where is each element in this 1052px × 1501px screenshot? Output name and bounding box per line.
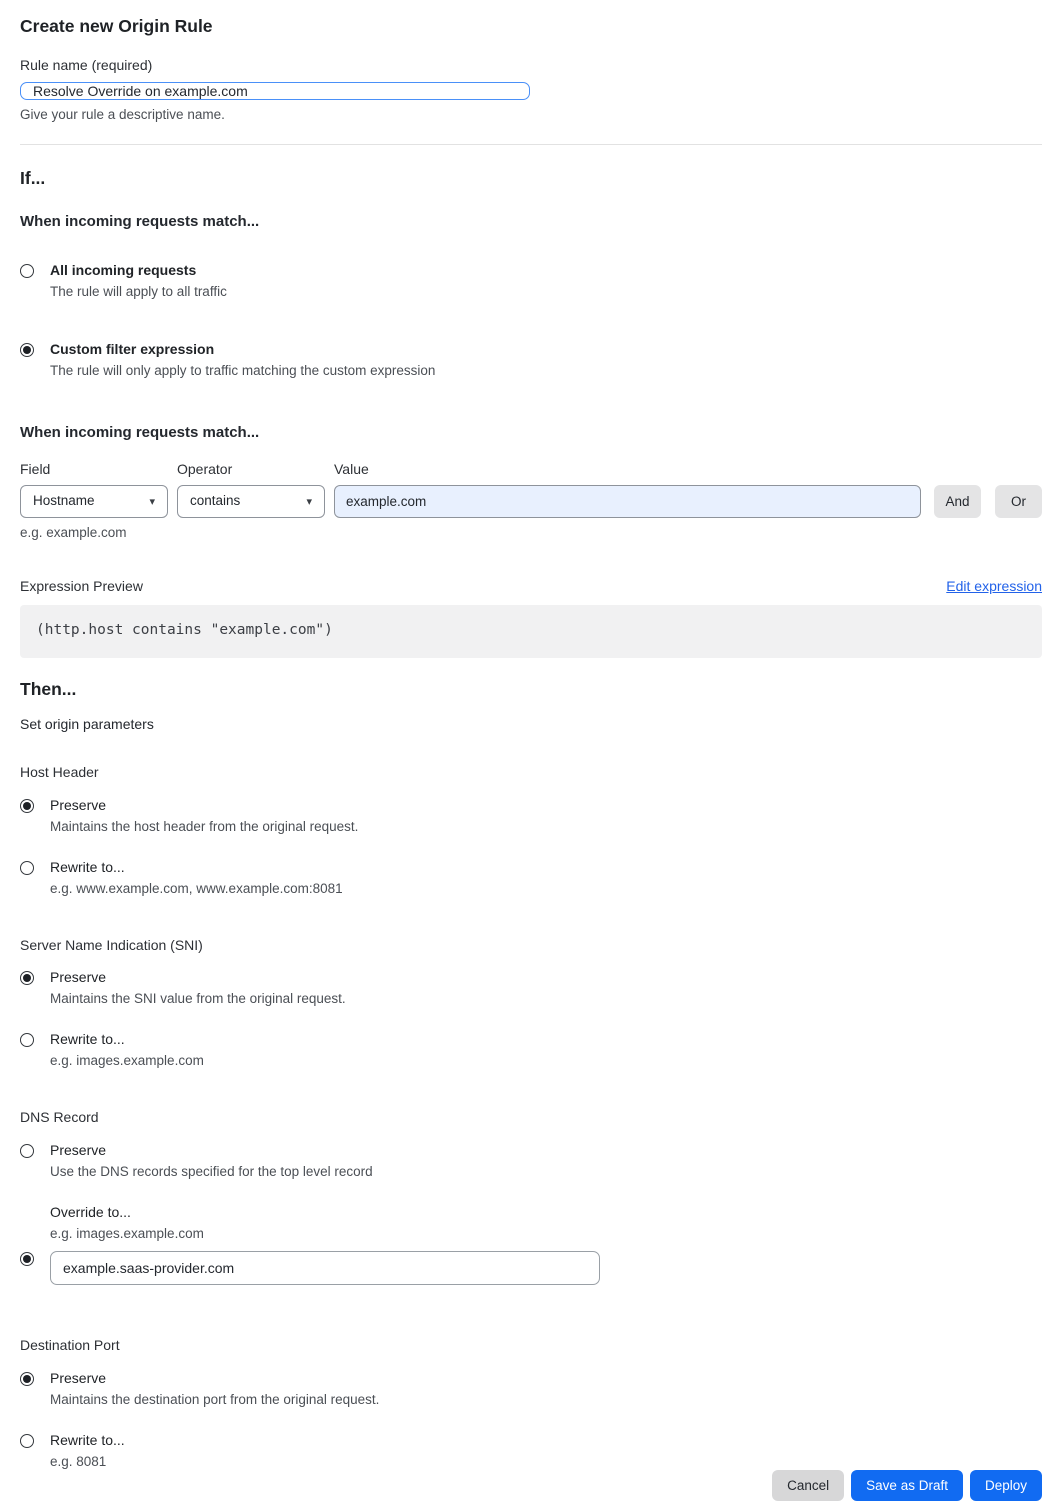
option-all-incoming-requests[interactable]: [20, 262, 1042, 300]
value-help: e.g. example.com: [20, 524, 127, 540]
rule-name-label: Rule name (required): [20, 57, 153, 73]
option-description: e.g. images.example.com: [50, 1226, 204, 1242]
set-origin-parameters-label: Set origin parameters: [20, 716, 154, 733]
option-label: Rewrite to...: [50, 858, 125, 875]
option-description: Maintains the SNI value from the original request.: [50, 991, 346, 1007]
option-dns-override[interactable]: [20, 1204, 1042, 1285]
option-description: e.g. 8081: [50, 1453, 107, 1469]
page-title: Create new Origin Rule: [20, 16, 213, 36]
save-as-draft-button[interactable]: Save as Draft: [851, 1470, 963, 1501]
footer-actions: [20, 1470, 1042, 1501]
option-label: Override to...: [50, 1204, 131, 1221]
option-label: Rewrite to...: [50, 1432, 125, 1448]
cancel-button[interactable]: Cancel: [772, 1470, 844, 1501]
destination-port-group: [20, 1337, 1042, 1470]
option-sni-preserve[interactable]: [20, 969, 1042, 1007]
field-select-value: Hostname: [33, 493, 95, 509]
value-input[interactable]: [334, 485, 921, 518]
then-heading: Then...: [20, 679, 77, 700]
value-label: Value: [334, 460, 369, 477]
option-label: Rewrite to...: [50, 1031, 125, 1048]
option-label: All incoming requests: [50, 261, 197, 278]
radio-port-preserve[interactable]: [20, 1372, 34, 1386]
option-dns-preserve[interactable]: [20, 1142, 1042, 1180]
option-custom-filter-expression[interactable]: [20, 341, 1042, 379]
radio-dns-override[interactable]: [20, 1252, 34, 1266]
and-button[interactable]: And: [934, 485, 981, 518]
option-description: Maintains the destination port from the original request.: [50, 1391, 380, 1407]
rule-name-input[interactable]: [20, 82, 530, 100]
incoming-requests-match-heading: When incoming requests match...: [20, 212, 260, 230]
if-heading: If...: [20, 167, 46, 188]
radio-sni-preserve[interactable]: [20, 971, 34, 985]
radio-host-header-rewrite[interactable]: [20, 861, 34, 875]
option-description: Maintains the host header from the original request.: [50, 818, 359, 834]
option-description: Use the DNS records specified for the top level record: [50, 1164, 373, 1180]
radio-custom-filter-expression[interactable]: [20, 343, 34, 357]
expression-builder-row: [20, 485, 1042, 518]
chevron-down-icon: ▾: [306, 494, 312, 508]
radio-port-rewrite[interactable]: [20, 1434, 34, 1448]
option-host-header-rewrite[interactable]: [20, 859, 1042, 897]
option-sni-rewrite[interactable]: [20, 1031, 1042, 1069]
host-header-label: Host Header: [20, 763, 99, 780]
destination-port-label: Destination Port: [20, 1337, 120, 1354]
option-port-rewrite[interactable]: [20, 1432, 1042, 1470]
operator-label: Operator: [177, 460, 233, 477]
option-description: e.g. images.example.com: [50, 1053, 204, 1069]
builder-heading: When incoming requests match...: [20, 423, 260, 441]
expression-preview-code: (http.host contains "example.com"): [20, 605, 1042, 658]
sni-group: [20, 937, 1042, 1070]
rule-name-help: Give your rule a descriptive name.: [20, 106, 225, 122]
option-description: e.g. www.example.com, www.example.com:8081: [50, 880, 343, 896]
option-port-preserve[interactable]: [20, 1370, 1042, 1408]
or-button[interactable]: Or: [995, 485, 1042, 518]
radio-all-incoming-requests[interactable]: [20, 264, 34, 278]
field-select[interactable]: [20, 485, 168, 518]
if-section: [20, 145, 1042, 379]
radio-dns-preserve[interactable]: [20, 1144, 34, 1158]
dns-record-group: [20, 1109, 1042, 1285]
radio-sni-rewrite[interactable]: [20, 1033, 34, 1047]
option-description: The rule will apply to all traffic: [50, 283, 227, 299]
option-label: Preserve: [50, 1142, 107, 1159]
sni-label: Server Name Indication (SNI): [20, 936, 203, 953]
option-label: Preserve: [50, 796, 107, 813]
option-label: Preserve: [50, 969, 107, 986]
expression-preview-label: Expression Preview: [20, 577, 143, 594]
deploy-button[interactable]: Deploy: [970, 1470, 1042, 1501]
operator-select[interactable]: [177, 485, 325, 518]
dns-record-label: DNS Record: [20, 1109, 99, 1126]
option-label: Custom filter expression: [50, 340, 215, 357]
builder-column-labels: [20, 461, 1042, 478]
chevron-down-icon: ▾: [149, 494, 155, 508]
option-host-header-preserve[interactable]: [20, 797, 1042, 835]
option-label: Preserve: [50, 1370, 107, 1387]
host-header-group: [20, 733, 1042, 897]
expression-preview-header: [20, 578, 1042, 595]
dns-override-input[interactable]: [50, 1251, 600, 1285]
option-description: The rule will only apply to traffic matching the custom expression: [50, 362, 436, 378]
radio-host-header-preserve[interactable]: [20, 799, 34, 813]
field-label: Field: [20, 460, 51, 477]
edit-expression-link[interactable]: Edit expression: [946, 577, 1042, 594]
operator-select-value: contains: [190, 493, 241, 509]
